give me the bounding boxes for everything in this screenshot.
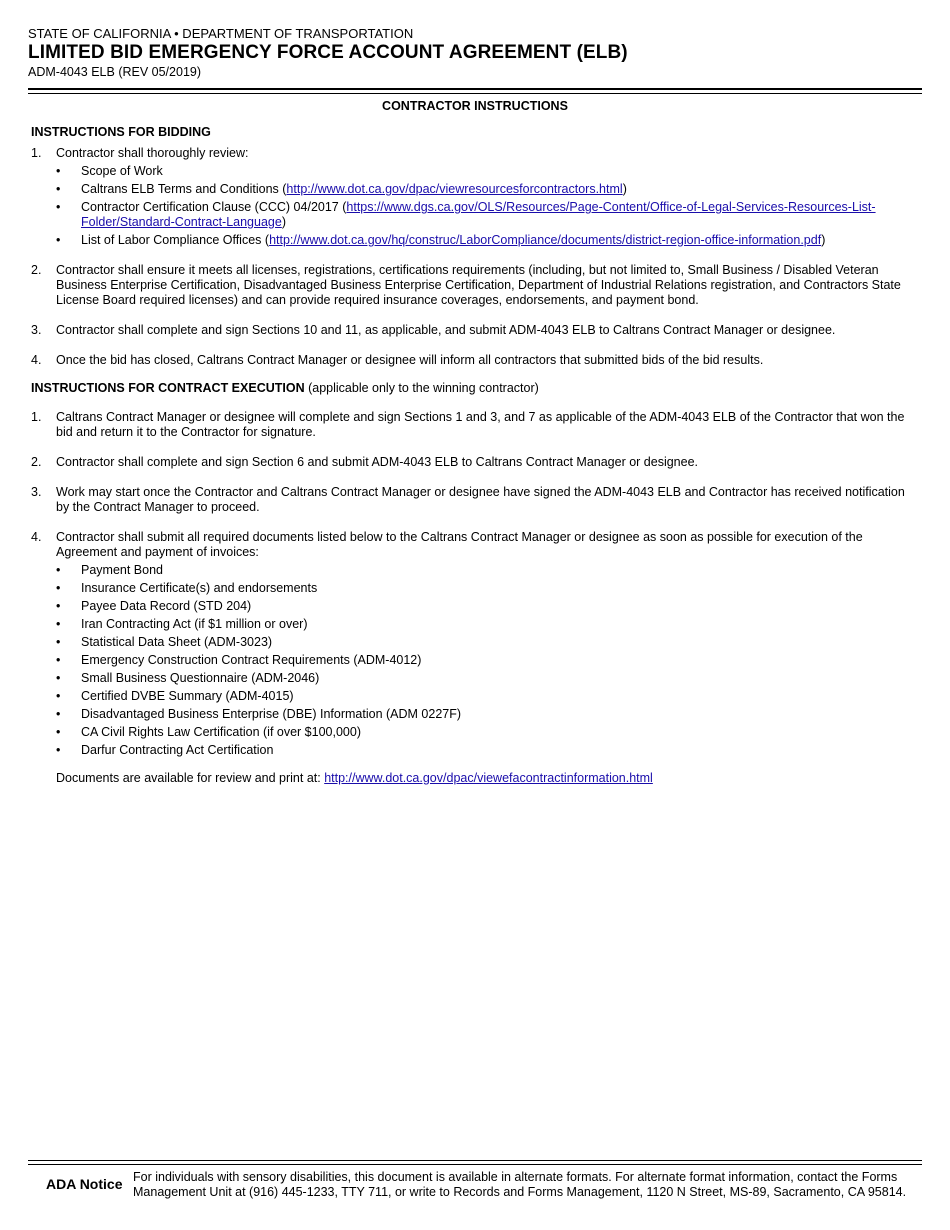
list-item xyxy=(31,146,921,248)
item-text: Once the bid has closed, Caltrans Contract Manager or designee will inform all contractors that submitted bids of the bid results. xyxy=(56,353,764,367)
item-number: 3. xyxy=(31,323,42,337)
list-item: • Certified DVBE Summary (ADM-4015) xyxy=(56,689,294,703)
form-number: ADM-4043 ELB (REV 05/2019) xyxy=(28,65,202,79)
item-text: Caltrans Contract Manager or designee will complete and sign Sections 1 and 3, and 7 as applicable of the ADM-4043 ELB of the Contractor that won the bid and return it to the Contractor for signature. xyxy=(56,410,905,439)
list-item: • Disadvantaged Business Enterprise (DBE) Information (ADM 0227F) xyxy=(56,707,462,721)
header-divider-thin xyxy=(28,93,922,94)
list-item: • Iran Contracting Act (if $1 million or over) xyxy=(56,617,308,631)
item-number: 2. xyxy=(31,263,42,277)
list-item: • Caltrans ELB Terms and Conditions (http://www.dot.ca.gov/dpac/viewresourcesforcontractors.html) xyxy=(56,182,627,196)
ada-notice-label: ADA Notice xyxy=(46,1176,123,1192)
review-list xyxy=(56,164,921,248)
list-item: • Darfur Contracting Act Certification xyxy=(56,743,274,757)
item-number: 4. xyxy=(31,530,42,544)
list-item xyxy=(31,410,921,440)
list-item: • Statistical Data Sheet (ADM-3023) xyxy=(56,635,273,649)
item-text: Work may start once the Contractor and Caltrans Contract Manager or designee have signed the ADM-4043 ELB and Contractor has received notification by the Contract Manager to proceed. xyxy=(56,485,905,514)
list-item: • CA Civil Rights Law Certification (if over $100,000) xyxy=(56,725,361,739)
header-divider xyxy=(28,88,922,90)
form-header xyxy=(28,26,628,80)
item-number: 1. xyxy=(31,410,42,424)
item-text: Contractor shall ensure it meets all licenses, registrations, certifications requirements (including, but not limited to, Small Business / Disabled Veteran Business Enterprise Certification, Disadvantaged Business Enterprise Certification, Department of Industrial Relations registration, and Contractors State License Board required licenses) and can provide required insurance coverages, endorsements, and payment bond. xyxy=(56,263,901,307)
item-text: Contractor shall complete and sign Sections 10 and 11, as applicable, and submit ADM-4043 ELB to Caltrans Contract Manager or designee. xyxy=(56,323,836,337)
instructions-body xyxy=(31,125,921,786)
list-item: • List of Labor Compliance Offices (http://www.dot.ca.gov/hq/construc/LaborCompliance/documents/district-region-office-information.pdf) xyxy=(56,233,826,247)
execution-list xyxy=(31,410,921,758)
list-item xyxy=(31,530,921,758)
section-title: CONTRACTOR INSTRUCTIONS xyxy=(382,99,568,113)
bidding-list xyxy=(31,146,921,368)
list-item: • Scope of Work xyxy=(56,164,163,178)
item-number: 2. xyxy=(31,455,42,469)
execution-heading: INSTRUCTIONS FOR CONTRACT EXECUTION (applicable only to the winning contractor) xyxy=(31,381,539,395)
agency-name: STATE OF CALIFORNIA • DEPARTMENT OF TRANSPORTATION xyxy=(28,26,414,41)
list-item: • Contractor Certification Clause (CCC) 04/2017 (https://www.dgs.ca.gov/OLS/Resources/Page-Content/Office-of-Legal-Services-Resources-List-Folder/Standard-Contract-Language) xyxy=(56,200,876,229)
heading-note: (applicable only to the winning contractor) xyxy=(308,381,539,395)
list-item: • Small Business Questionnaire (ADM-2046) xyxy=(56,671,320,685)
list-item: • Payment Bond xyxy=(56,563,163,577)
list-item xyxy=(31,353,921,368)
item-number: 3. xyxy=(31,485,42,499)
item-number: 4. xyxy=(31,353,42,367)
documents-note: Documents are available for review and print at: http://www.dot.ca.gov/dpac/viewefacontractinformation.html xyxy=(56,771,653,785)
list-item xyxy=(31,323,921,338)
footer-divider xyxy=(28,1160,922,1161)
list-item xyxy=(31,263,921,308)
item-number: 1. xyxy=(31,146,42,160)
footer-divider-thin xyxy=(28,1164,922,1165)
item-text: Contractor shall thoroughly review: xyxy=(56,146,249,160)
list-item xyxy=(31,485,921,515)
labor-compliance-link[interactable]: http://www.dot.ca.gov/hq/construc/LaborCompliance/documents/district-region-office-information.pdf xyxy=(269,233,822,247)
form-title: LIMITED BID EMERGENCY FORCE ACCOUNT AGREEMENT (ELB) xyxy=(28,42,628,63)
ada-notice-text: For individuals with sensory disabilities, this document is available in alternate formats. For alternate format information, contact the Forms Management Unit at (916) 445-1233, TTY 711, or write to Records and Forms Management, 1120 N Street, MS-89, Sacramento, CA 95814. xyxy=(133,1170,907,1199)
ccc-link[interactable]: https://www.dgs.ca.gov/OLS/Resources/Page-Content/Office-of-Legal-Services-Resources-List-Folder/Standard-Contract-Language xyxy=(81,200,876,229)
required-documents-list xyxy=(56,563,921,758)
list-item: • Emergency Construction Contract Requirements (ADM-4012) xyxy=(56,653,422,667)
list-item xyxy=(31,455,921,470)
item-text: Contractor shall submit all required documents listed below to the Caltrans Contract Manager or designee as soon as possible for execution of the Agreement and payment of invoices: xyxy=(56,530,863,559)
item-text: Contractor shall complete and sign Section 6 and submit ADM-4043 ELB to Caltrans Contract Manager or designee. xyxy=(56,455,699,469)
documents-link[interactable]: http://www.dot.ca.gov/dpac/viewefacontractinformation.html xyxy=(324,771,653,785)
terms-link[interactable]: http://www.dot.ca.gov/dpac/viewresourcesforcontractors.html xyxy=(286,182,623,196)
bidding-heading: INSTRUCTIONS FOR BIDDING xyxy=(31,125,211,139)
list-item: • Insurance Certificate(s) and endorsements xyxy=(56,581,318,595)
list-item: • Payee Data Record (STD 204) xyxy=(56,599,252,613)
